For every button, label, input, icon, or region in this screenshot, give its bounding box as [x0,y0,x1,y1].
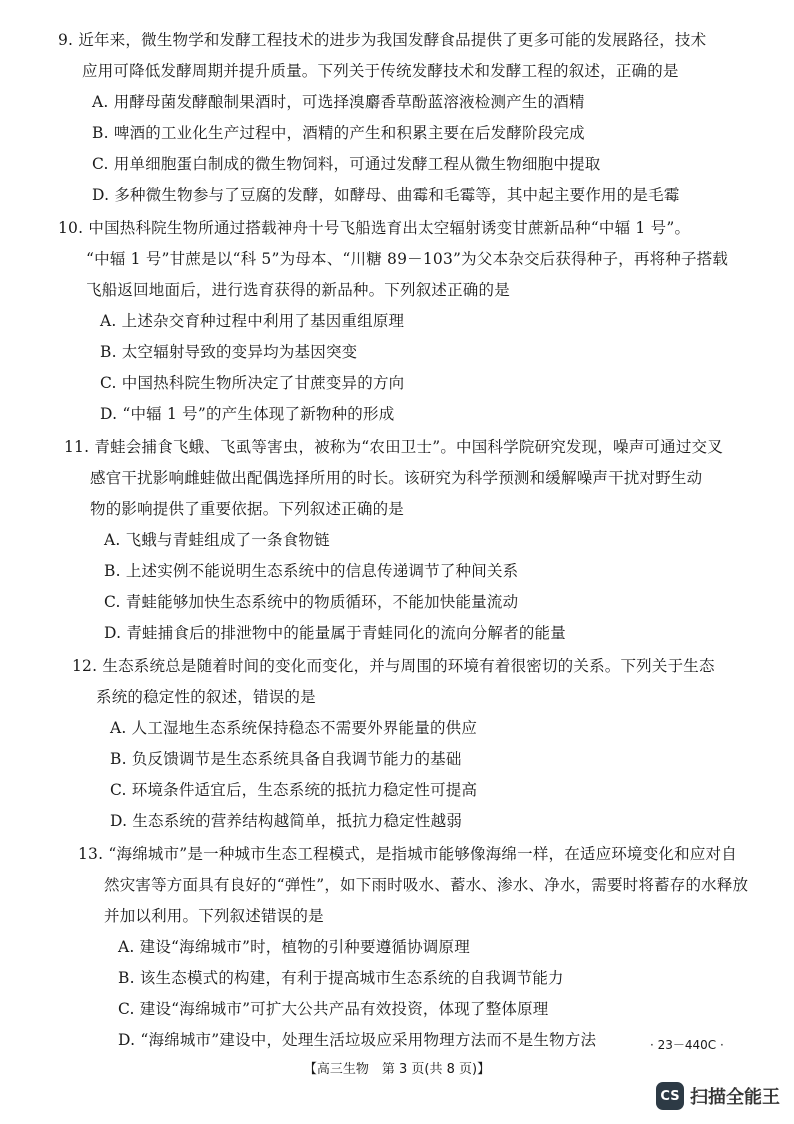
question-stem: 应用可降低发酵周期并提升质量。下列关于传统发酵技术和发酵工程的叙述，正确的是 [82,62,679,80]
option-a: A. 建设“海绵城市”时，植物的引种要遵循协调原理 [118,938,470,956]
exam-code: · 23－440C · [650,1038,724,1052]
option-c: C. 建设“海绵城市”可扩大公共产品有效投资，体现了整体原理 [118,1000,549,1018]
option-d: D. 多种微生物参与了豆腐的发酵，如酵母、曲霉和毛霉等，其中起主要作用的是毛霉 [92,186,680,204]
question-stem: 感官干扰影响雌蛙做出配偶选择所用的时长。该研究为科学预测和缓解噪声干扰对野生动 [90,469,703,487]
option-a: A. 人工湿地生态系统保持稳态不需要外界能量的供应 [110,719,478,737]
option-b: B. 太空辐射导致的变异均为基因突变 [100,343,358,361]
option-d: D. 青蛙捕食后的排泄物中的能量属于青蛙同化的流向分解者的能量 [104,624,566,642]
camscanner-logo-icon: CS [656,1082,684,1110]
option-c: C. 环境条件适宜后，生态系统的抵抗力稳定性可提高 [110,781,478,799]
option-d: D. “中辐 1 号”的产生体现了新物种的形成 [100,405,395,423]
option-d: D. “海绵城市”建设中，处理生活垃圾应采用物理方法而不是生物方法 [118,1031,597,1049]
option-d: D. 生态系统的营养结构越简单，抵抗力稳定性越弱 [110,812,463,830]
option-c: C. 用单细胞蛋白制成的微生物饲料，可通过发酵工程从微生物细胞中提取 [92,155,601,173]
option-a: A. 上述杂交育种过程中利用了基因重组原理 [100,312,405,330]
question-stem: 10. 中国热科院生物所通过搭载神舟十号飞船选育出太空辐射诱变甘蔗新品种“中辐 1 号”。 [58,219,691,237]
question-stem: 9. 近年来，微生物学和发酵工程技术的进步为我国发酵食品提供了更多可能的发展路径，技术 [58,31,707,49]
question-stem: 11. 青蛙会捕食飞蛾、飞虱等害虫，被称为“农田卫士”。中国科学院研究发现，噪声可通过交叉 [64,438,723,456]
option-b: B. 上述实例不能说明生态系统中的信息传递调节了种间关系 [104,562,519,580]
option-a: A. 用酵母菌发酵酿制果酒时，可选择溴麝香草酚蓝溶液检测产生的酒精 [92,93,585,111]
question-stem: “中辐 1 号”甘蔗是以“科 5”为母本、“川糖 89－103”为父本杂交后获得种子，再将种子搭载 [86,250,729,268]
question-stem: 并加以利用。下列叙述错误的是 [104,907,324,925]
question-stem: 然灾害等方面具有良好的“弹性”，如下雨时吸水、蓄水、渗水、净水，需要时将蓄存的水释放 [104,876,749,894]
option-b: B. 啤酒的工业化生产过程中，酒精的产生和积累主要在后发酵阶段完成 [92,124,585,142]
scanner-watermark [656,1082,780,1110]
question-stem: 物的影响提供了重要依据。下列叙述正确的是 [90,500,405,518]
watermark-text: 扫描全能王 [690,1087,780,1108]
question-stem: 系统的稳定性的叙述，错误的是 [96,688,316,706]
option-c: C. 中国热科院生物所决定了甘蔗变异的方向 [100,374,405,392]
page-footer: 【高三生物 第 3 页(共 8 页)】 [303,1062,491,1077]
question-stem: 飞船返回地面后，进行选育获得的新品种。下列叙述正确的是 [86,281,510,299]
question-stem: 13. “海绵城市”是一种城市生态工程模式，是指城市能够像海绵一样，在适应环境变化和应对自 [78,845,737,863]
option-b: B. 负反馈调节是生态系统具备自我调节能力的基础 [110,750,462,768]
option-a: A. 飞蛾与青蛙组成了一条食物链 [104,531,330,549]
option-c: C. 青蛙能够加快生态系统中的物质循环，不能加快能量流动 [104,593,519,611]
question-stem: 12. 生态系统总是随着时间的变化而变化，并与周围的环境有着很密切的关系。下列关于生态 [72,657,715,675]
option-b: B. 该生态模式的构建，有利于提高城市生态系统的自我调节能力 [118,969,564,987]
